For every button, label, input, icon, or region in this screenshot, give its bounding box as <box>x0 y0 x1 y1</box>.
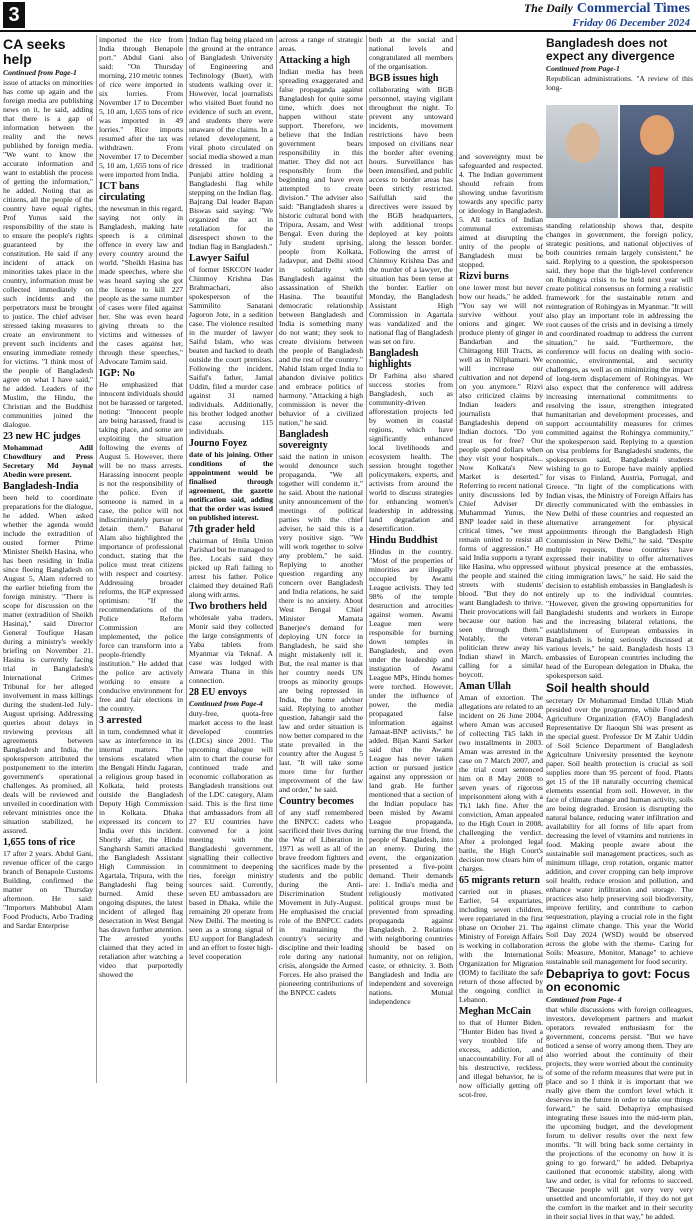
continued-note: Continued from Page- 4 <box>546 995 622 1004</box>
headline-migrants-return[interactable]: 65 migrants return <box>459 875 540 886</box>
headline-debapriya[interactable]: Debapriya to govt: Focus on economic <box>546 967 691 994</box>
photo-leaders <box>546 105 693 218</box>
column-rule <box>456 35 457 1083</box>
headline-hindu-buddhist[interactable]: Hindu Buddhist <box>369 535 438 546</box>
column-rule <box>96 35 97 1083</box>
article-body: Aman of extortion. The allegations are related to an incident on 26 June 2004, where Aman was accused of collecting Tk5 lakh in two installments in 2003. Aman was arrested in the case on 7 March 2007, and the trial court sentenced him on 8 May 2008 to seven years of rigorous imprisonment along with a Tk1 lakh fine. After the conviction, Aman appealed to the High Court in 2008, challenging the verdict. After a prolonged legal battle, the High Court's decision now clears him of charges. <box>459 693 543 873</box>
article-body: standing relationship shows that, despite changes in government, the foreign policy, strategic positions, and national objectives of both countries remain largely consistent," he said. Replying to a question, the spokesperson said, they hope that the high-level conference on Rohingya crisis to be held next year will create political consensus on forming a realistic framework for the sustainable return and reintegration of Rohingyas in Myanmar. "It will also play an important role in addressing the root causes of the crisis and in devising a timely and coordinated roadmap to address the current situation," he said. "Furthermore, the conference will focus on dealing with socio-economic, environmental, and security challenges, as well as on minimizing the impact of long-term displacement of Rohingyas. We also expect that the conference will address increasing international commitments to resolving the issue, strengthen integrated humanitarian and development processes, and support accountability measures for crimes committed against the Rohingya community," the spokesperson said. Replying to a question on visa problems for Bangladeshi students, the spokesperson said, Bangladeshi students wishing to go to Europe have mainly applied for visas to Finland, Austria, Portugal, and Greece. "In light of the complications with Indian visas, the Ministry of Foreign Affairs has directly communicated with the embassies in New Delhi of these countries and requested an alternative arrangement for physical appointments through the Bangladesh High Commission in New Delhi," he said. "Despite multiple requests, these countries have expressed their inability to offer alternatives without physical presence at the embassies, citing immigration laws," he said. He said the decision to establish embassies in Bangladesh is entirely up to the individual countries. "However, given the growing opportunities for Bangladeshi students and workers in Europe and the increasing bilateral relations, the establishment of European embassies in Bangladesh is being seriously discussed at various levels," he said. Bangladesh hosts 13 embassies of European countries including the head of the European delegation in Dhaka, the spokesperson said. <box>546 221 693 680</box>
article-body: duty-free, quota-free market access to the least developed countries (LDCs) since 2001. The upcoming dialogue will aim to chart the course for continued trade and economic collaboration as Bangladesh transitions out of the LDC category, Alam said. This is the first time that ambassadors from all 27 EU countries have convened for a joint meeting with the Bangladeshi government, signalling their collective commitment to deepening ties, foreign ministry sources said. Currently, seven EU ambassadors are based in Dhaka, while the remaining 20 operate from New Delhi. The meeting is seen as a strong signal of EU support for Bangladesh and an effort to foster high-level cooperation <box>189 709 273 961</box>
column-7-header <box>546 35 693 105</box>
article-body: said the nation in unison would denounce such propaganda. "We all together will condemn it," he said. About the national unity announcement of the meetings of political parties with the chief adviser, he said this is a very positive sign. "We will work together to solve any problem," he said. Replying to another question regarding any concern over Bangladesh and India relations, he said there is no anxiety. About West Bengal Chief Minister Mamata Banerjee's demand for deploying UN force in Bangladesh, he said she might mistakenly tell it. But, the real matter is that her country needs UN troops as minority groups are being repressed in India, the home adviser said. Replying to another question, Jahangir said the law and order situation is now better compared to the state prevailed in the country after the August 5 last. "It will take some more time for further improvement of the law and order," he said. <box>279 452 363 794</box>
continued-note: Continued from Page-4 <box>189 699 263 708</box>
article-body: secretary Dr Mohammad Emdad Ullah Miah presided over the programme, while Food and Agriculture Organization (FAO) Bangladesh Representative Dr Jiaoqun Shi was present as the special guest. Professor Dr M Zahir Uddin of Soil Science Department of Bangladesh Agriculture University presented the keynote paper. Soil health protection is crucial as soil supplies more than 95 percent of food. Plants get 15 of the 18 naturally occurring chemical elements essential from soil. However, in the face of climate change and human activity, soils are being degraded. Erosion is disrupting the natural balance, reducing water infiltration and availability for all forms of life apart from decreasing the level of vitamins and nutrients in food. Making people aware about the sustainable soil management practices, such as minimum tillage, crop rotation, organic matter addition, and cover cropping can help improve soil health, reduce erosion and pollution, and enhance water infiltration and storage. The practices also help preserving soil biodiversity, improve fertility, and contribute to carbon sequestration, playing a crucial role in the fight against climate change. This year the World Soil Day 2024 (WSD) would be observed across the globe with the theme- Caring for Soils: Measure, Monitor, Manage" to achieve sustainable soil management for food security. <box>546 696 693 966</box>
article-body: Dr Farhina also shared success stories from Bangladesh, such as community-driven afforestation projects led by women in coastal regions, which have significantly enhanced local livelihoods and ecosystem health. The session brought together policymakers, experts, and activists from around the world to discuss strategies for enhancing women's leadership in addressing land degradation and desertification. <box>369 371 453 533</box>
article-body: that while discussions with foreign colleagues, investors, development partners and market operators revealed enthusiasm for the government, concerns persist. "But we have noticed a sense of worry among them. They are also worried about the continuity of their projects, they were worried about the continuity of some of the reform measures that were put in place and so I think it is important that we really give them the comfort level which it deserves in the future in order to take our things forward," he said. Debapriya emphasised integrating these issues into the mid-term plan, the upcoming budget, and the development forum to deliver results over the next few months. "It will bring back some certainty in the projections of the economy on how it is going to go forward," he added. Debapriya cautioned that economic stability, along with law and order, is vital for reforms to succeed. "Because people will get very very very unsettled and uncomfortable, if they do not get the comfort in the market and in their security in their social lives in that way," he added. <box>546 1005 693 1221</box>
article-body: Republican administrations. "A review of this long- <box>546 74 693 92</box>
continued-note: Continued from Page-1 <box>546 64 620 73</box>
article-body: imported the rice from India through Benapole port." Abdul Gani also said: "On Thursday morning, 210 metric tonnes of rice were imported in six lorries. From November 17 to December 5, 10 am, 1,655 tons of rice was imported in 49 lorries." Rice imports resumed after the tax was withdrawn. From November 17 to December 5, 10 am, 1,655 tons of rice were imported from India. <box>99 35 183 179</box>
page-number: 3 <box>3 2 25 28</box>
headline-bgb-issues[interactable]: BGB issues high <box>369 73 439 84</box>
photo-portrait-right <box>620 105 693 218</box>
column-5 <box>369 35 453 1083</box>
article-body: across a range of strategic areas. <box>279 35 363 53</box>
column-2 <box>99 35 183 1083</box>
article-body: been held to coordinate preparations for the dialogue, he added. When asked whether the agenda would include the extradition of ousted former Prime Minister Sheikh Hasina, who has been residing in India since fleeing Bangladesh on August 5, Alam referred to the earlier briefing from the foreign ministry. "There is scope for discussion on the matter (extradition of Sheikh Hasina)," said Director General Toufique Hasan during a ministry's weekly briefing on November 21. Hasina is currently facing trial in Bangladesh's International Crimes Tribunal for her alleged involvement in mass killings during the student-led July-August uprising. Addressing queries about delays in reviewing previous all agreements between Bangladesh and India, the spokesperson attributed the postponement to the interim government's operational challenges. As promised, all deals will be reviewed and unveiled in coordination with relevant ministries once the situation stabilized, he assured. <box>3 493 93 835</box>
headline-hc-judges[interactable]: 23 new HC judges <box>3 431 81 442</box>
headline-bangladesh-india[interactable]: Bangladesh-India <box>3 481 79 492</box>
headline-igp[interactable]: IGP: No <box>99 368 135 379</box>
article-body: of any staff remembered the BNPCC cadets who sacrificed their lives during the War of Liberation in 1971 as well as all of the brave freedom fighters and the sacrifices made by the students and the public during the Anti-Discrimination Student Movement in July-August. He emphasised the crucial role of the BNPCC cadets in maintaining the country's security and discipline and their leading role during any national crisis, alongside the Armed Forces. He also praised the pioneering contributions of the BNPCC cadets <box>279 808 363 997</box>
column-3 <box>189 35 273 1083</box>
article-body: chairman of Hnila Union Parishad but he managed to flee. Locals said they picked up Rafi failing to arrest his father. Police claimed they detained Rafi along with arms. <box>189 536 273 599</box>
headline-sovereignty[interactable]: Bangladesh sovereignty <box>279 429 329 451</box>
article-body: date of his joining. Other conditions of the appointment would be finalised through agreement, the gazette notification said, adding that the order was issued on published interest. <box>189 450 273 522</box>
article-body: issue of attacks on minorities has come up again and the foreign media are publishing news on it, he said, adding that there is a gap of information between the reality and the news published by foreign media. "We want to know the accurate information and want to establish the process of getting the information," he added. Noting that as citizens, all the people of the country have equal rights, Prof Yunus said the responsibility of the state is to ensure the people's rights guaranteed by the constitution. He said if any incident of attack on minorities takes place in the country, information must be collected immediately on such incidents and the perpetrators must be brought to justice. The chief adviser stressed taking measures to create an environment to prevent such incidents and ensuring immediate remedy for victims. "I think most of the people of Bangladesh agree on what I have said," he added. Leaders of the Muslim, the Hindu, the Christian and the Buddhist communities joined the dialogue. <box>3 78 93 429</box>
article-body: He emphasized that innocent individuals should not be harassed or targeted, noting: "Innocent people are being harassed, fraud is taking place, and some are exploiting the situation following the events of August 5. However, there will be no mass arrests. Harassing innocent people is not the responsibility of the police. Even if someone is named in a case, the police will not indiscriminately pursue or detain them." Baharul Alam also highlighted the importance of professional conduct, stating that the police must treat citizens with respect and courtesy. Addressing broader reforms, the IGP expressed optimism: "If the recommendations of the Police Reform Commission are implemented, the police force can transform into a people-friendly institution." He added that the police are actively working to ensure a conducive environment for free and fair elections in the country. <box>99 380 183 713</box>
headline-bangladesh-highlights[interactable]: Bangladesh highlights <box>369 348 419 370</box>
masthead <box>0 0 696 32</box>
headline-journo-foyez[interactable]: Journo Foyez <box>189 438 248 449</box>
headline-rice[interactable]: 1,655 tons of rice <box>3 837 76 848</box>
photo-face <box>566 123 600 163</box>
brand-name: Commercial Times <box>576 1 690 16</box>
article-body: 17 after 2 years. Abdul Gani, revenue officer of the cargo branch of Benapole Customs Building, confirmed the matter on Thursday afternoon. He said: "Importers Mahbubul Alam Food Products, Arbo Trading and Sardar Enterprise <box>3 849 93 930</box>
article-body: Mohammad Adil Chowdhury and Press Secretary Md Joynal Abedin were present. <box>3 443 93 479</box>
headline-ca-seeks-help[interactable]: CA seeks help <box>3 36 66 67</box>
headline-ict-bans[interactable]: ICT bans circulating <box>99 181 145 203</box>
column-1 <box>3 35 93 1083</box>
article-body: one lower most but never bow our heads," he added. "You say we will not survive without your onions and ginger. We produce plenty of ginger in Bandarban and the Chittagong Hill Tracts, as well as in Nilphamari. We will increase our cultivation and not depend on you anymore." Rizvi also criticized claims by Indian leaders and journalists that Bangladeshis depend on Indian doctors. "Do you treat us for free? Our people spend dollars when they visit your hospitals... Now Kolkata's New Market is deserted." Referring to recent national unity discussions led by Chief Adviser Dr Muhammad Yunus, the BNP leader said in these critical times, "we must remain united to resist all forms of aggression." He said India supports a tyrant like Hasina, who oppressed the people and stained the streets with students' blood. "But they do not want Bangladesh to thrive. Their provocations will fail because our nation has seen through them." Notably, the veteran politician threw away his Indian shawl in March, calling for a similar boycott. <box>459 283 543 679</box>
article-body: carried out in phases. Earlier, 54 expatriates, including seven children, were repatriated in the first phase on October 21. The Ministry of Foreign Affairs is working in collaboration with the International Organization for Migration (IOM) to facilitate the safe return of those affected by the ongoing conflict in Lebanon. <box>459 887 543 1004</box>
column-4 <box>279 35 363 1083</box>
headline-lawyer-saiful[interactable]: Lawyer Saiful <box>189 253 250 264</box>
headline-attacking-high[interactable]: Attacking a high <box>279 55 351 66</box>
article-body: collaborating with BGB personnel, staying vigilant throughout the night. To prevent any untoward incidents, movement restrictions have been imposed on civilians near the border after evening hours. Surveillance has been intensified, and public access to border areas has been strictly restricted. Saifullah said the directives were issued by the BGB headquarters, with additional troops deployed at key points along the lesson border. Following the arrest of Chinmoy Krishna Das and the murder of a lawyer, the situation has been tense at the border. Earlier on Monday, the Bangladesh Assistant High Commission in Agartala was vandalized and the national flag of Bangladesh was set on fire. <box>369 85 453 346</box>
headline-7th-grader[interactable]: 7th grader held <box>189 524 255 535</box>
article-body: Indian media has been spreading exaggerated and false propaganda against Bangladesh for quite some time, which does not happen without state support. Therefore, we believe that the Indian government bears responsibility in this matter. They did not act responsibly from the beginning and have even attempted to create division." The adviser also said: "Bangladesh shares a historic cultural bond with Tripura, Assam, and West Bengal. Even during the July student uprising, people from Kolkata, Jadavpur, and Delhi stood in solidarity with Bangladesh against the assassination of Sheikh Hasina. The beautiful democratic relationship between Bangladesh and India is something many do not want; they seek to create divisions between the people of Bangladesh and the rest of the country." Nahid Islam urged India to abandon divisive politics and embrace politics of harmony. "Attacking a high commission is never the behavior of a civilized nation," he said. <box>279 67 364 427</box>
headline-soil-health[interactable]: Soil health should <box>546 681 650 695</box>
article-body: of former ISKCON leader Chinmoy Krishna Das Brahmachari, also spokesperson of the Sammilito Sanatani Jagoron Jote, in a sedition case. The violence resulted in the murder of lawyer Saiful Islam, who was beaten and hacked to death outside the court premises. Following the incident, Saiful's father, Jamal Uddin, filed a murder case against 31 named individuals. Additionally, his brother lodged another case accusing 115 individuals. <box>189 265 273 436</box>
photo-tie <box>650 167 664 218</box>
column-6 <box>459 152 543 1099</box>
headline-divergence[interactable]: Bangladesh does not expect any divergence <box>546 36 675 63</box>
article-body: to that of Hunter Biden. "Hunter Biden has lived a very troubled life of excess, addiction, and unaccountability. For all of his destructive, reckless, and illegal behavior, he is now officially getting off scot-free. <box>459 1018 543 1099</box>
article-body: Hindus in the country. "Most of the properties of minorities are illegally occupied by Awami League activists. They led 98% of the temple destruction and atrocities against women. Awami League men were responsible for burning down temples in Bangladesh, and even under the leadership and instigation of Awami League MPs, Hindu homes were torched. However, under the influence of power, the media propagated false information against Jamaat-BNP activists," he added. Bijan Kanti Sarker said that the Awami League has never taken action or pursued justice against any oppression or land grab. He further mentioned that a section of the Indian populace has been misled by Awami League propaganda, turning the true friend, the people of Bangladesh, into an enemy. During the event, the organization presented a five-point demand. Their demands are: 1. India's media and religiously motivated political groups must be prevented from spreading propaganda against Bangladesh. 2. Relations with neighboring countries should be based on humanity, not on religion, caste, or ethnicity. 3. Both Bangladesh and India are independent and sovereign nations. Mutual independence <box>369 547 453 1006</box>
brand <box>524 1 690 29</box>
column-rule <box>366 35 367 1083</box>
headline-country-becomes[interactable]: Country becomes <box>279 796 354 807</box>
column-rule <box>186 35 187 1083</box>
headline-aman-ullah[interactable]: Aman Ullah <box>459 681 511 692</box>
page-body <box>3 35 693 1221</box>
headline-3-arrested[interactable]: 3 arrested <box>99 715 142 726</box>
headline-eu-envoys[interactable]: 28 EU envoys <box>189 687 247 698</box>
headline-rizvi-burns[interactable]: Rizvi burns <box>459 271 509 282</box>
article-body: and sovereignty must be safeguarded and respected. 4. The Indian government should refrain from showing undue favoritism towards any specific party or ideology in Bangladesh. 5. All tactics of Indian communal extremists aimed at disrupting the unity of the people of Bangladesh must be stopped. <box>459 152 543 269</box>
article-body: the newsman in this regard, saying not only in Bangladesh, making hate speech is a criminal offence in every law and every country around the world. "Sheikh Hasina has made speeches, where she was heard saying she got the license to kill 227 people as the same number of cases were filed against her. She was even heard giving threats to the victims and witnesses of the cases against her, through these speeches," Advocate Tamim said. <box>99 204 183 366</box>
photo-face <box>640 115 674 155</box>
brand-prefix: The Daily <box>523 1 573 15</box>
article-body: wholesale yaba traders, Monir said they collected the large consignments of Yaba tablets from Myanmar via Teknaf. A case was lodged with Anwara Thana in this connection. <box>189 613 273 685</box>
continued-note: Continued from Page-1 <box>3 68 77 77</box>
headline-two-brothers[interactable]: Two brothers held <box>189 601 267 612</box>
photo-portrait-left <box>546 105 618 218</box>
article-body: in turn, condemned what it saw as interference in its internal matters. The tensions escalated when the Bengali Hindu Jagaran, a religious group based in Kolkata, held protests outside the Bangladesh Deputy High Commission in Kolkata. Dhaka expressed its concern to India over this incident. Shortly after, the Hindu Sangharsh Samiti attacked the Bangladesh Assistant High Commission in Agartala, Tripura, with the Bangladeshi flag being burned. Amid these ongoing disputes, the latest incident of alleged flag desecration in West Bengal has drawn further attention. The arrested youths claimed that they acted in retaliation after watching a video that purportedly showed the <box>99 727 183 979</box>
article-body: both at the social and national levels and congratulated all members of the organisation. <box>369 35 453 71</box>
column-rule <box>276 35 277 1083</box>
article-body: Indian flag being placed on the ground at the entrance of Bangladesh University of Engineering and Technology (Buet), with students walking over it. However, local journalists who visited Buet found no evidence of such an event, and students there were unaware of the claims. In a related development, a viral photo circulated on social media showed a man dressed in traditional Punjabi attire holding a Bangladeshi flag while stepping on the Indian flag. Bajrang Dal leader Bapan Biswas said saying: "We organized the act in retaliation for the disrespect shown to the Indian flag in Bangladesh." <box>189 35 273 251</box>
headline-meghan-mccain[interactable]: Meghan McCain <box>459 1006 531 1017</box>
issue-date: Friday 06 December 2024 <box>572 17 690 29</box>
column-7 <box>546 221 693 1221</box>
